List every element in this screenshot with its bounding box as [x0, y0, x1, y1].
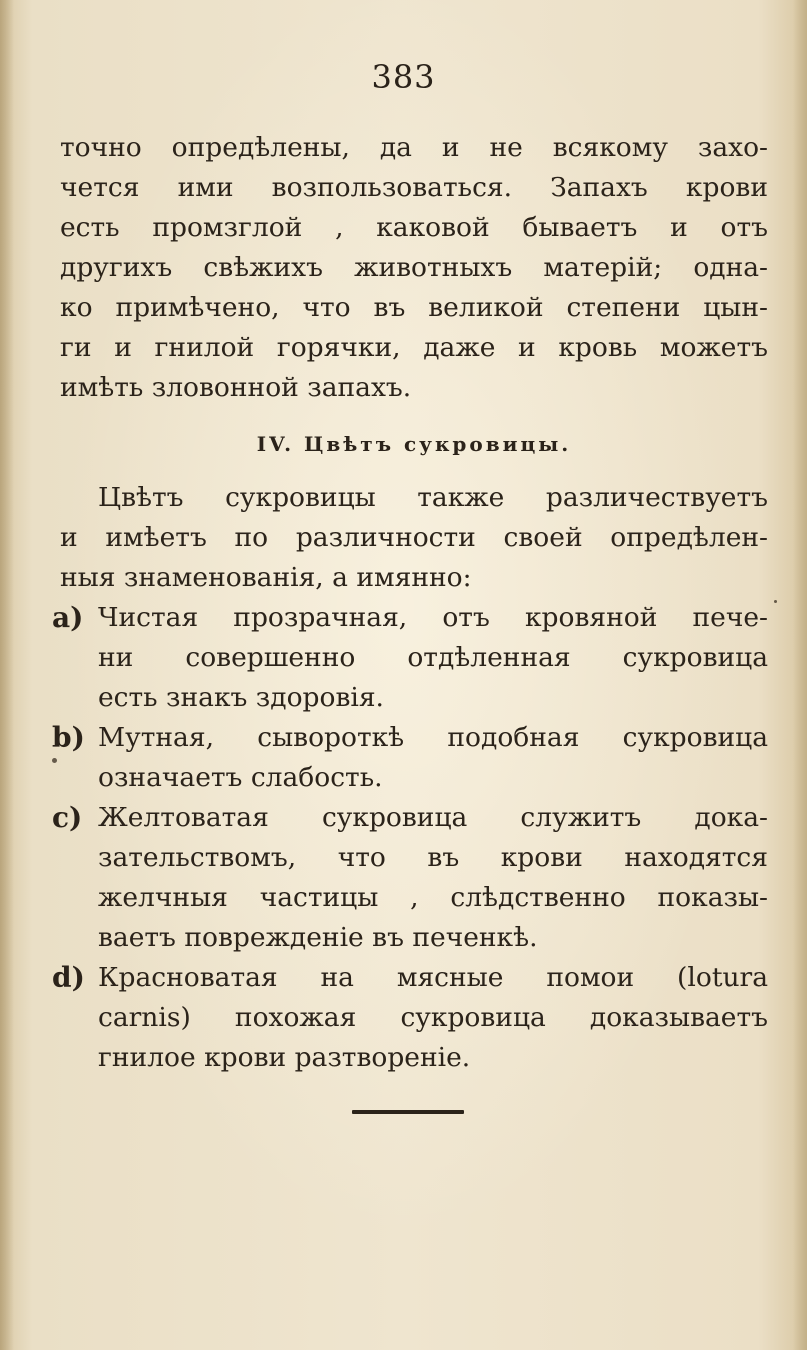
text-line: точно опредѣлены, да и не всякому захо-	[60, 132, 768, 163]
text-line: есть знакъ здоровія.	[98, 682, 384, 713]
text-line: Желтоватая сукровица служитъ дока-	[98, 802, 768, 833]
list-item-c	[52, 798, 768, 958]
list-item-label: c)	[52, 801, 83, 834]
list-item-d	[52, 958, 768, 1078]
list-item-a	[52, 598, 768, 718]
text-line: желчныя частицы , слѣдственно показы-	[98, 882, 768, 913]
text-line: ни совершенно отдѣленная сукровица	[98, 642, 768, 673]
text-line: Мутная, сывороткѣ подобная сукровица	[98, 722, 768, 753]
text-line: ги и гнилой горячки, даже и кровь можетъ	[60, 332, 768, 363]
page-edge-right	[793, 0, 807, 1350]
text-line: зательствомъ, что въ крови находятся	[98, 842, 768, 873]
text-line: чется ими возпользоваться. Запахъ крови	[60, 172, 768, 203]
text-line: carnis) похожая сукровица доказываетъ	[98, 1002, 768, 1033]
text-line: Чистая прозрачная, отъ кровяной пече-	[98, 602, 768, 633]
text-line: другихъ свѣжихъ животныхъ матерій; одна-	[60, 252, 768, 283]
body-text	[52, 128, 768, 1078]
text-line: ныя знаменованія, а имянно:	[60, 562, 472, 593]
list-item-label: b)	[52, 721, 85, 754]
page-number: 383	[371, 58, 436, 96]
page-edge-left	[0, 0, 14, 1350]
list-item-label: a)	[52, 601, 84, 634]
text-line: и имѣетъ по различности своей опредѣлен-	[60, 522, 768, 553]
end-rule	[352, 1110, 464, 1114]
text-line: означаетъ слабость.	[98, 762, 383, 793]
text-line: Цвѣтъ сукровицы также различествуетъ	[98, 482, 768, 513]
ink-speck	[774, 600, 777, 603]
ink-speck	[52, 758, 57, 763]
text-line: ваетъ поврежденіе въ печенкѣ.	[98, 922, 538, 953]
section-heading: IV. Цвѣтъ сукровицы.	[256, 432, 572, 456]
text-line: имѣть зловонной запахъ.	[60, 372, 412, 403]
text-line: гнилое крови разтвореніе.	[98, 1042, 471, 1073]
list-item-label: d)	[52, 961, 85, 994]
text-line: ко примѣчено, что въ великой степени цын-	[60, 292, 768, 323]
text-line: есть промзглой , каковой бываетъ и отъ	[60, 212, 768, 243]
opening-paragraph	[60, 128, 768, 408]
intro-paragraph	[60, 478, 768, 598]
list-item-b	[52, 718, 768, 798]
text-line: Красноватая на мясные помои (lotura	[98, 962, 768, 993]
